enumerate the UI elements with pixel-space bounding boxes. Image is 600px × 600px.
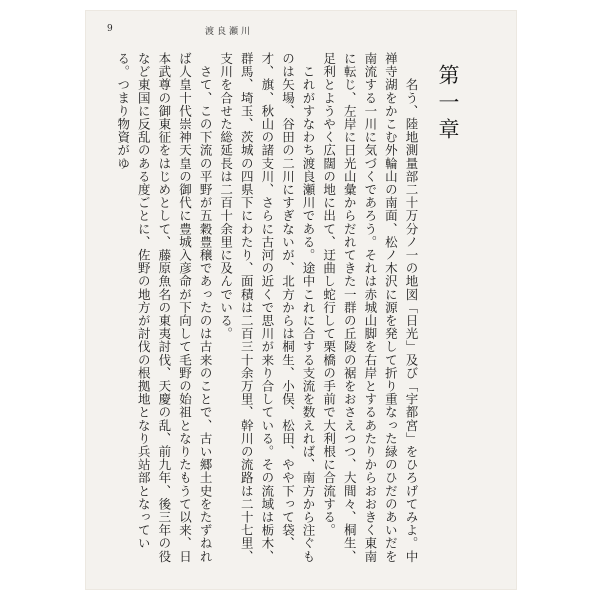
book-page bbox=[85, 10, 517, 590]
page-number: 9 bbox=[107, 24, 113, 34]
body-text bbox=[111, 52, 421, 572]
page-header bbox=[93, 22, 507, 42]
chapter-title: 第一章 bbox=[436, 64, 460, 145]
paragraph-2: これがすなわち渡良瀬川である。途中これに合する支流を数えれば、南方から注ぐものは矢場、谷田の二川にすぎないが、北方からは桐生、小俣、松田、やや下って袋、才、旗、秋山の諸支川、さらに古河の近くで思川が来り合している。その流域は栃木、群馬、埼玉、茨城の四県下にわたり、面積は二百三十余万里、幹川の流路は二十七里、支川を合せた総延長は二百十余里に及んでいる。 bbox=[218, 52, 317, 563]
running-title: 渡良瀬川 bbox=[205, 27, 254, 37]
paragraph-3: さて、この下流の平野が五穀豊穣であったのは古来のことで、古い郷土史をたずねれば人皇十代崇神天皇の御代に豊城入彦命が下向して毛野の始祖となりたもうて以来、日本武尊の御東征をはじめとして、藤原魚名の東夷討伐、天慶の乱、前九年、後三年の役など東国に反乱のある度ごとに、佐野の地方が討伐の根拠地となり兵站部となっている。つまり物資がゆ bbox=[115, 52, 214, 563]
paragraph-1: 名う、陸地測量部二十万分ノ一の地図「日光」及び「宇都宮」をひろげてみよ。中禅寺湖をかこむ外輪山の南面、松ノ木沢に源を発して折り重なった緑のひだのあいだを南流する一川に気づくであろう。それは赤城山脚を右岸とするあたりからおおきく東南に転じ、左岸に日光山彙からだれてきた一群の丘陵の裾をおさえつつ、大間々、桐生、足利とようやく広闊の地に出て、迂曲し蛇行して栗橋の手前で大利根に合流する。 bbox=[321, 52, 419, 563]
